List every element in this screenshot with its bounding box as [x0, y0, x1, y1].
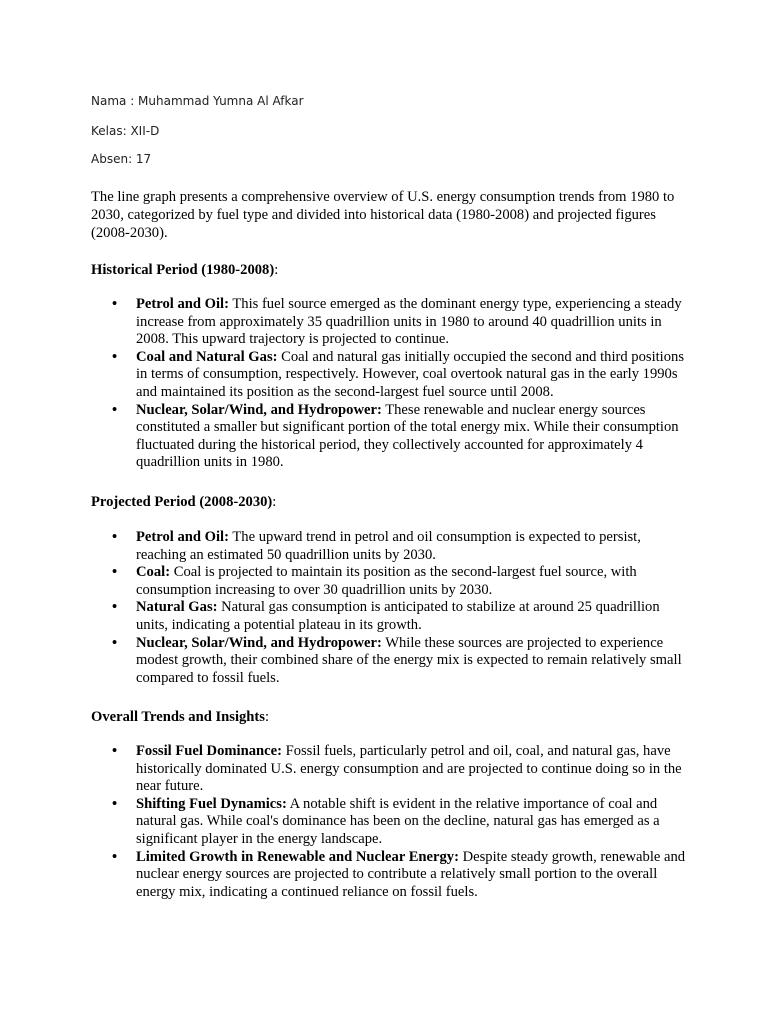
bullet-icon: •	[112, 296, 118, 312]
bullet-icon: •	[112, 634, 118, 651]
list-item	[91, 529, 691, 564]
student-class: Kelas: XII-D	[91, 124, 160, 138]
item-lead: Petrol and Oil:	[136, 296, 229, 312]
bullet-icon: •	[112, 401, 118, 418]
projected-bullet-list	[91, 529, 691, 687]
section-heading-historical	[91, 261, 278, 279]
item-text: Despite steady growth, renewable and nuclear energy sources are projected to contribute a relatively small portion to the overall energy mix, indicating a continued reliance on fossil fuels.	[136, 848, 686, 900]
bullet-icon: •	[112, 743, 118, 759]
item-lead: Natural Gas:	[136, 599, 218, 616]
bullet-icon: •	[112, 848, 118, 865]
list-item	[91, 635, 691, 688]
item-lead: Nuclear, Solar/Wind, and Hydropower:	[136, 401, 382, 418]
item-lead: Shifting Fuel Dynamics:	[136, 795, 287, 812]
item-lead: Limited Growth in Renewable and Nuclear Energy:	[136, 848, 459, 865]
list-item	[91, 402, 691, 472]
section-heading-text: Historical Period (1980-2008)	[91, 262, 275, 278]
list-item	[91, 349, 691, 402]
item-text: While these sources are projected to experience modest growth, their combined share of the energy mix is expected to remain relatively small compared to fossil fuels.	[136, 634, 682, 686]
list-item	[91, 296, 691, 349]
item-lead: Coal and Natural Gas:	[136, 348, 278, 365]
item-text: Natural gas consumption is anticipated to stabilize at around 25 quadrillion units, indicating a potential plateau in its growth.	[136, 599, 660, 633]
section-heading-text: Projected Period (2008-2030)	[91, 494, 273, 510]
item-text: A notable shift is evident in the relative importance of coal and natural gas. While coal's dominance has been on the decline, natural gas has emerged as a significant player in the energy landscape.	[136, 795, 660, 847]
section-heading-projected	[91, 493, 276, 511]
item-text: This fuel source emerged as the dominant energy type, experiencing a steady increase from approximately 35 quadrillion units in 1980 to around 40 quadrillion units in 2008. This upward trajectory is projected to continue.	[136, 296, 682, 348]
item-text: Coal is projected to maintain its position as the second-largest fuel source, with consumption increasing to over 30 quadrillion units by 2030.	[136, 564, 637, 598]
list-item	[91, 849, 691, 902]
list-item	[91, 564, 691, 599]
overall-bullet-list	[91, 743, 691, 901]
bullet-icon: •	[112, 599, 118, 616]
item-lead: Petrol and Oil:	[136, 529, 229, 545]
heading-colon: :	[272, 494, 277, 510]
list-item	[91, 743, 691, 796]
intro-paragraph: The line graph presents a comprehensive overview of U.S. energy consumption trends from 1980 to 2030, categorized by fuel type and divided into historical data (1980-2008) and projected figures (2008-2030).	[91, 189, 675, 241]
heading-colon: :	[264, 709, 270, 725]
item-text: The upward trend in petrol and oil consumption is expected to persist, reaching an estimated 50 quadrillion units by 2030.	[136, 529, 641, 563]
bullet-icon: •	[112, 529, 118, 545]
item-text: These renewable and nuclear energy sources constituted a smaller but significant portion of the total energy mix. While their consumption fluctuated during the historical period, they collectively accounted for approximately 4 quadrillion units in 1980.	[136, 401, 679, 471]
list-item	[91, 796, 691, 849]
item-lead: Coal:	[136, 564, 171, 581]
heading-colon: :	[274, 262, 279, 278]
list-item	[91, 599, 691, 634]
student-name: Nama : Muhammad Yumna Al Afkar	[91, 94, 304, 108]
item-lead: Nuclear, Solar/Wind, and Hydropower:	[136, 634, 382, 651]
bullet-icon: •	[112, 795, 118, 812]
item-lead: Fossil Fuel Dominance:	[136, 743, 282, 759]
historical-bullet-list	[91, 296, 691, 472]
student-attendance-number: Absen: 17	[91, 152, 152, 166]
section-heading-text: Overall Trends and Insights	[91, 709, 265, 725]
item-text: Fossil fuels, particularly petrol and oil, coal, and natural gas, have historically dominated U.S. energy consumption and are projected to continue doing so in the near future.	[136, 743, 682, 795]
bullet-icon: •	[112, 348, 118, 365]
section-heading-overall	[91, 708, 269, 726]
bullet-icon: •	[112, 564, 118, 581]
item-text: Coal and natural gas initially occupied the second and third positions in terms of consumption, respectively. However, coal overtook natural gas in the early 1990s and maintained its position as the second-largest fuel source until 2008.	[136, 348, 685, 400]
